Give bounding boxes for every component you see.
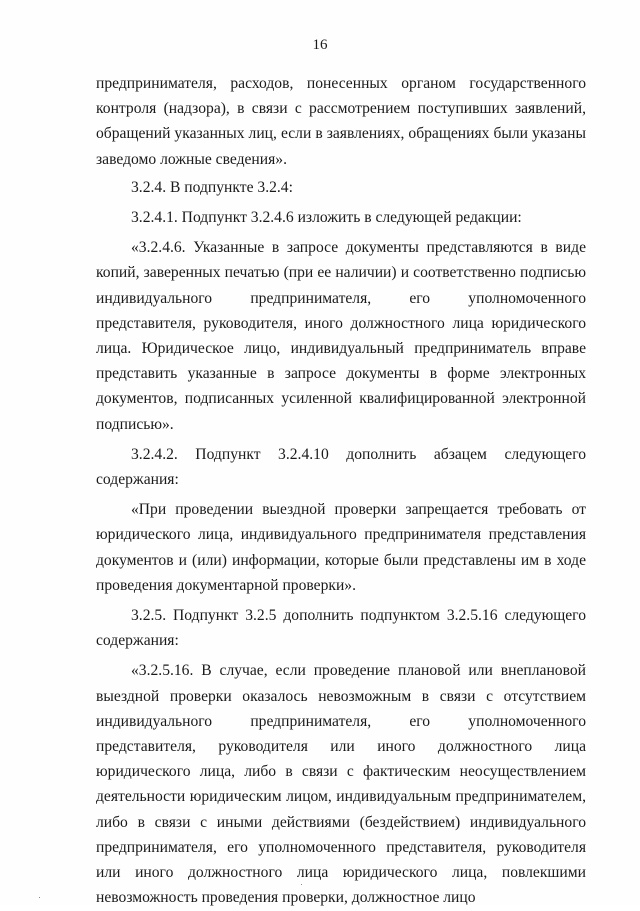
page-number: 16	[312, 37, 328, 53]
paragraph-3-2-5-16-quote: «3.2.5.16. В случае, если проведение плановой или внеплановой выездной проверки оказалось невозможным в связи с отсутствием индивидуального предпринимателя, его уполномоченного представителя, руководителя или иного должностного лица юридического лица, либо в связи с фактическим неосуществлением деятельности юридическим лицом, индивидуальным предпринимателем, либо в связи с иными действиями (бездействием) индивидуального предпринимателя, его уполномоченного представителя, руководителя или иного должностного лица юридического лица, повлекшими невозможность проведения проверки, должностное лицо	[96, 662, 586, 907]
paragraph-3-2-4-6-quote: «3.2.4.6. Указанные в запросе документы представляются в виде копий, заверенных печатью (при ее наличии) и соответственно подписью индивидуального предпринимателя, его уполномоченного представителя, руководителя, иного должностного лица юридического лица. Юридическое лицо, индивидуальный предприниматель вправе представить указанные в запросе документы в форме электронных документов, подписанных усиленной квалифицированной электронной подписью».	[96, 239, 586, 433]
document-body	[96, 71, 586, 911]
paragraph-3-2-4-2: 3.2.4.2. Подпункт 3.2.4.10 дополнить абзацем следующего содержания:	[96, 445, 586, 489]
scan-speck	[39, 897, 40, 898]
paragraph-3-2-5: 3.2.5. Подпункт 3.2.5 дополнить подпунктом 3.2.5.16 следующего содержания:	[96, 607, 586, 650]
paragraph-3-2-4-10-quote: «При проведении выездной проверки запрещается требовать от юридического лица, индивидуального предпринимателя представления документов и (или) информации, которые были представлены им в ходе проведения документарной проверки».	[96, 501, 586, 594]
paragraph-3-2-4-1: 3.2.4.1. Подпункт 3.2.4.6 изложить в следующей редакции:	[131, 209, 522, 227]
paragraph-continuation: предпринимателя, расходов, понесенных органом государственного контроля (надзора), в связи с рассмотрением поступивших заявлений, обращений указанных лиц, если в заявлениях, обращениях были указаны заведомо ложные сведения».	[96, 75, 586, 168]
paragraph-3-2-4: 3.2.4. В подпункте 3.2.4:	[131, 178, 293, 196]
scan-speck	[301, 884, 302, 885]
